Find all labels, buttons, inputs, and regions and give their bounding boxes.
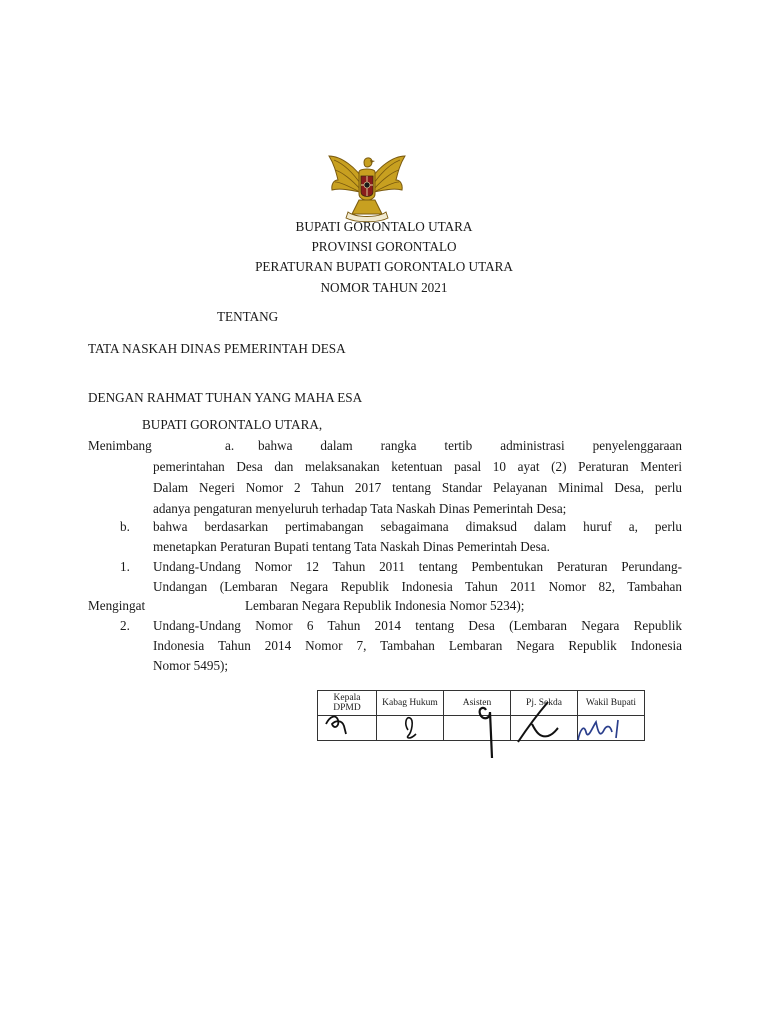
paraf-header-kabag-hukum: Kabag Hukum [377,691,444,716]
menimbang-b-line-2: menetapkan Peraturan Bupati tentang Tata Naskah Dinas Pemerintah Desa. [153,539,550,554]
paraf-cell-pj-sekda [511,716,578,741]
mengingat-2-marker: 2. [120,618,130,633]
paraf-cell-wakil-bupati [578,716,645,741]
menimbang-a-marker: a. [225,438,235,453]
garuda-emblem-icon [326,154,408,224]
paraf-cell-kepala-dpmd [318,716,377,741]
mengingat-2-line-2: Indonesia Tahun 2014 Nomor 7, Tambahan Lembaran Negara Republik Indonesia [153,638,682,653]
paraf-table [317,690,645,741]
paraf-header-asisten: Asisten [444,691,511,716]
header-line-3: PERATURAN BUPATI GORONTALO UTARA [255,259,513,274]
mengingat-1-marker: 1. [120,559,130,574]
menimbang-a-line-4: adanya pengaturan menyeluruh terhadap Tata Naskah Dinas Pemerintah Desa; [153,501,567,516]
header-line-1: BUPATI GORONTALO UTARA [295,219,473,234]
mengingat-1-line-1: Undang-Undang Nomor 12 Tahun 2011 tentang Pembentukan Peraturan Perundang- [153,559,682,574]
paraf-cell-kabag-hukum [377,716,444,741]
menimbang-b-line-1: bahwa berdasarkan pertimabangan sebagaimana dimaksud dalam huruf a, perlu [153,519,682,534]
menimbang-label: Menimbang [88,438,152,453]
preamble: DENGAN RAHMAT TUHAN YANG MAHA ESA [88,390,363,405]
subject-title: TATA NASKAH DINAS PEMERINTAH DESA [88,341,346,356]
header-line-4: NOMOR TAHUN 2021 [320,280,448,295]
header-line-2: PROVINSI GORONTALO [311,239,457,254]
paraf-header-pj-sekda: Pj. Sekda [511,691,578,716]
mengingat-1-line-3: Lembaran Negara Republik Indonesia Nomor 5234); [245,598,525,613]
menimbang-a-line-2: pemerintahan Desa dan melaksanakan ketentuan pasal 10 ayat (2) Peraturan Menteri [153,459,682,474]
paraf-cell-asisten [444,716,511,741]
authority: BUPATI GORONTALO UTARA, [142,417,323,432]
paraf-header-kepala-dpmd: Kepala DPMD [318,691,377,716]
menimbang-b-marker: b. [120,519,130,534]
mengingat-2-line-1: Undang-Undang Nomor 6 Tahun 2014 tentang Desa (Lembaran Negara Republik [153,618,682,633]
mengingat-label: Mengingat [88,598,146,613]
mengingat-2-line-3: Nomor 5495); [153,658,229,673]
about-label: TENTANG [217,309,279,324]
menimbang-a-line-1: bahwa dalam rangka tertib administrasi penyelenggaraan [258,438,682,453]
paraf-header-wakil-bupati: Wakil Bupati [578,691,645,716]
mengingat-1-line-2: Undangan (Lembaran Negara Republik Indonesia Tahun 2011 Nomor 82, Tambahan [153,579,682,594]
menimbang-a-line-3: Dalam Negeri Nomor 2 Tahun 2017 tentang Standar Pelayanan Minimal Desa, perlu [153,480,682,495]
